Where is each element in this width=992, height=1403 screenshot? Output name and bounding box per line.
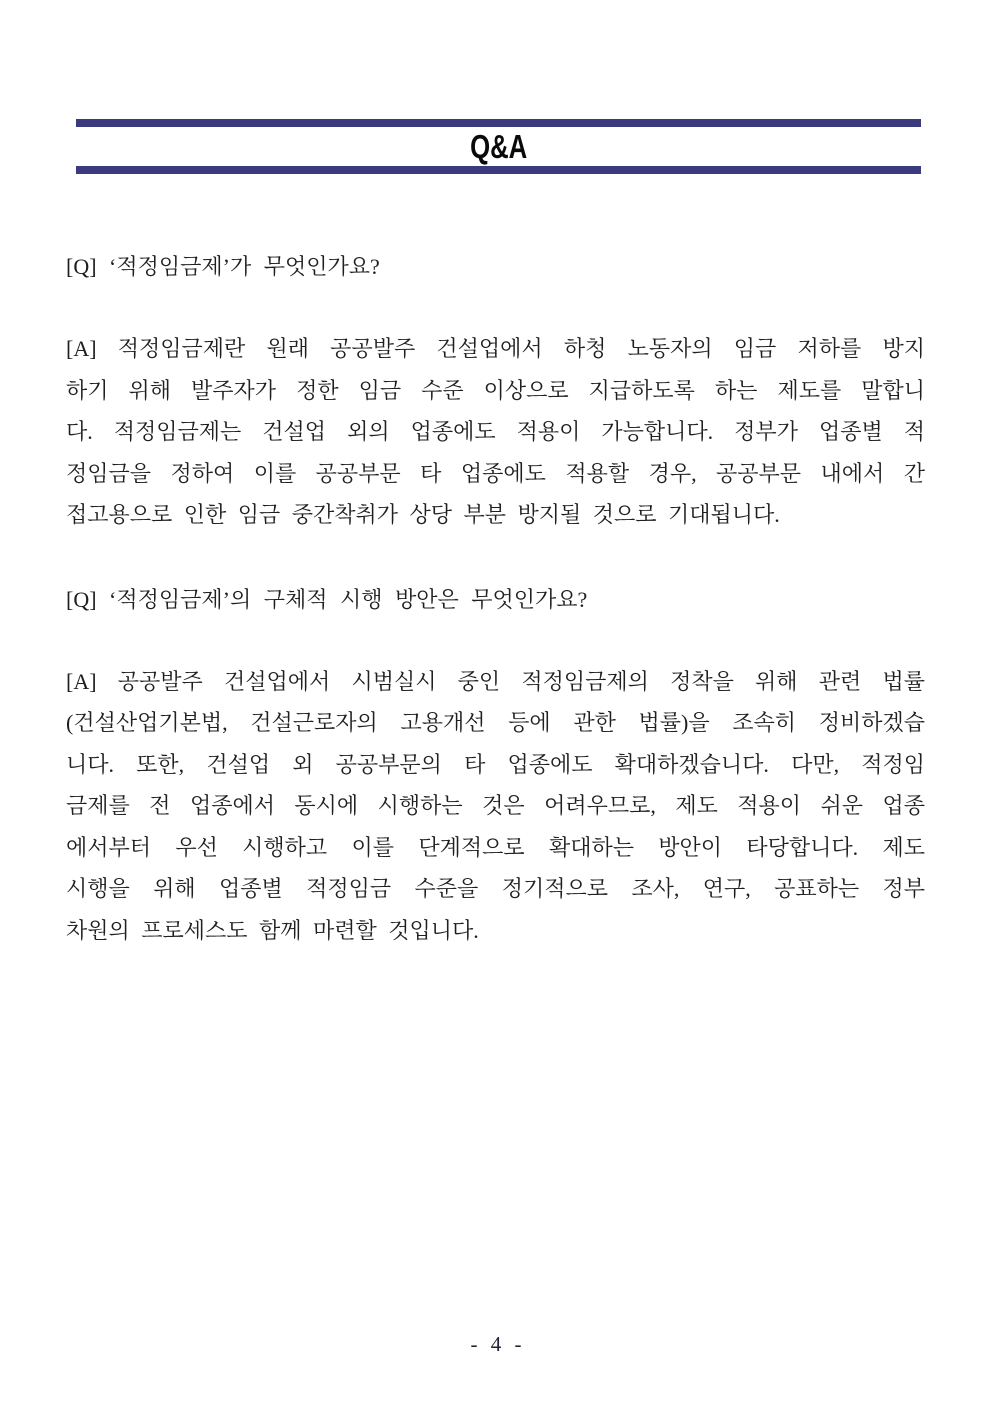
- answer-2-line: 에서부터 우선 시행하고 이를 단계적으로 확대하는 방안이 타당합니다. 제도: [66, 834, 925, 860]
- page-title: Q&A: [469, 127, 528, 165]
- answer-2-line: 차원의 프로세스도 함께 마련할 것입니다.: [66, 917, 479, 943]
- header-rule-bottom: [76, 166, 921, 174]
- qa-header: [76, 119, 921, 174]
- answer-2-line: 금제를 전 업종에서 동시에 시행하는 것은 어려우므로, 제도 적용이 쉬운 업종: [66, 793, 925, 818]
- answer-2-line: [A] 공공발주 건설업에서 시범실시 중인 적정임금제의 정착을 위해 관련 법률: [66, 668, 925, 694]
- answer-1-line: 접고용으로 인한 임금 중간착취가 상당 부분 방지될 것으로 기대됩니다.: [66, 502, 780, 527]
- question-2: [Q] ‘적정임금제’의 구체적 시행 방안은 무엇인가요?: [66, 586, 588, 612]
- header-title-row: [76, 127, 921, 166]
- answer-2-line: 시행을 위해 업종별 적정임금 수준을 정기적으로 조사, 연구, 공표하는 정부: [66, 876, 925, 901]
- answer-2-line: 니다. 또한, 건설업 외 공공부문의 타 업종에도 확대하겠습니다. 다만, 적정임: [66, 751, 925, 777]
- answer-1-line: 정임금을 정하여 이를 공공부문 타 업종에도 적용할 경우, 공공부문 내에서 간: [66, 460, 925, 486]
- answer-2-line: (건설산업기본법, 건설근로자의 고용개선 등에 관한 법률)을 조속히 정비하겠습: [66, 710, 926, 735]
- page-content: [66, 0, 925, 951]
- page-number: - 4 -: [470, 1332, 522, 1356]
- answer-1-line: 다. 적정임금제는 건설업 외의 업종에도 적용이 가능합니다. 정부가 업종별 적: [66, 419, 925, 444]
- answer-1: [66, 328, 925, 536]
- answer-1-line: 하기 위해 발주자가 정한 임금 수준 이상으로 지급하도록 하는 제도를 말합니: [66, 377, 925, 403]
- header-rule-top: [76, 119, 921, 127]
- answer-1-line: [A] 적정임금제란 원래 공공발주 건설업에서 하청 노동자의 임금 저하를 방지: [66, 336, 925, 361]
- answer-2: [66, 661, 925, 952]
- question-1: [Q] ‘적정임금제’가 무엇인가요?: [66, 254, 380, 279]
